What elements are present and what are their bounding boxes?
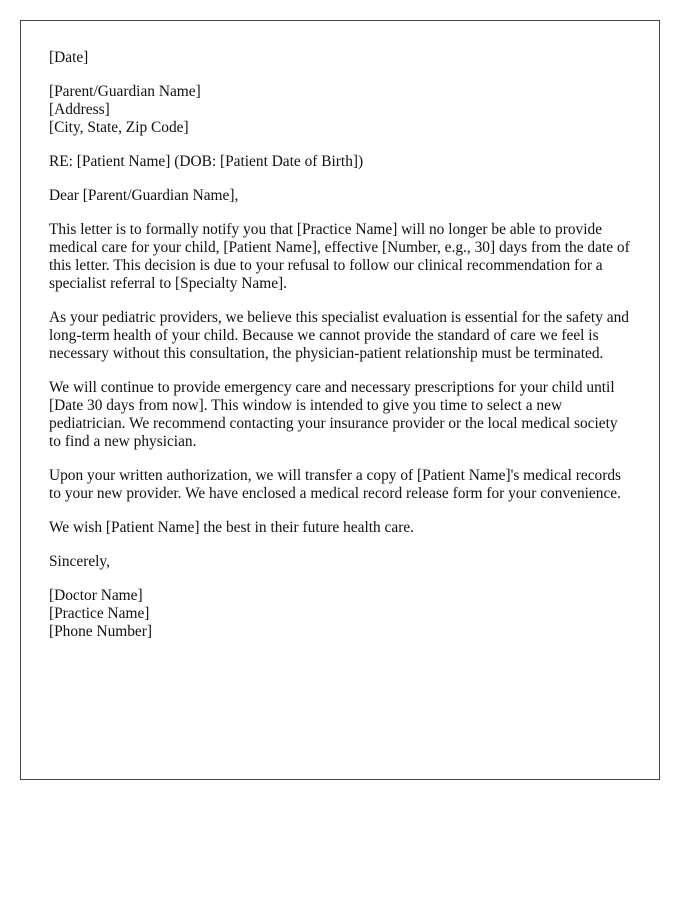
recipient-name: [Parent/Guardian Name] bbox=[49, 83, 201, 100]
re-line: RE: [Patient Name] (DOB: [Patient Date of Birth]) bbox=[49, 153, 364, 170]
recipient-city-state-zip: [City, State, Zip Code] bbox=[49, 119, 189, 136]
signature-phone-number: [Phone Number] bbox=[49, 623, 153, 640]
signature-doctor-name: [Doctor Name] bbox=[49, 587, 143, 604]
signature-practice-name: [Practice Name] bbox=[49, 605, 150, 622]
body-paragraph-interim-care: We will continue to provide emergency care and necessary prescriptions for your child until [Date 30 days from now]. This window is intended to give you time to select a new pediatrician. We recommend contacting your insurance provider or the local medical society to find a new physician. bbox=[49, 379, 618, 450]
salutation: Dear [Parent/Guardian Name], bbox=[49, 187, 239, 204]
recipient-address: [Address] bbox=[49, 101, 110, 118]
closing: Sincerely, bbox=[49, 553, 110, 570]
body-paragraph-termination-notice: This letter is to formally notify you that [Practice Name] will no longer be able to provide medical care for your child, [Patient Name], effective [Number, e.g., 30] days from the date of this letter. This decision is due to your refusal to follow our clinical recommendation for a specialist referral to [Specialty Name]. bbox=[49, 221, 630, 292]
letter-page bbox=[20, 20, 660, 780]
body-paragraph-rationale: As your pediatric providers, we believe this specialist evaluation is essential for the safety and long-term health of your child. Because we cannot provide the standard of care we feel is necessary without this consultation, the physician-patient relationship must be terminated. bbox=[49, 309, 629, 362]
recipient-address-block bbox=[49, 83, 631, 137]
signature-block bbox=[49, 587, 631, 641]
body-paragraph-well-wishes: We wish [Patient Name] the best in their future health care. bbox=[49, 519, 415, 536]
body-paragraph-records-transfer: Upon your written authorization, we will transfer a copy of [Patient Name]'s medical records to your new provider. We have enclosed a medical record release form for your convenience. bbox=[49, 467, 622, 502]
letter-date: [Date] bbox=[49, 49, 89, 66]
